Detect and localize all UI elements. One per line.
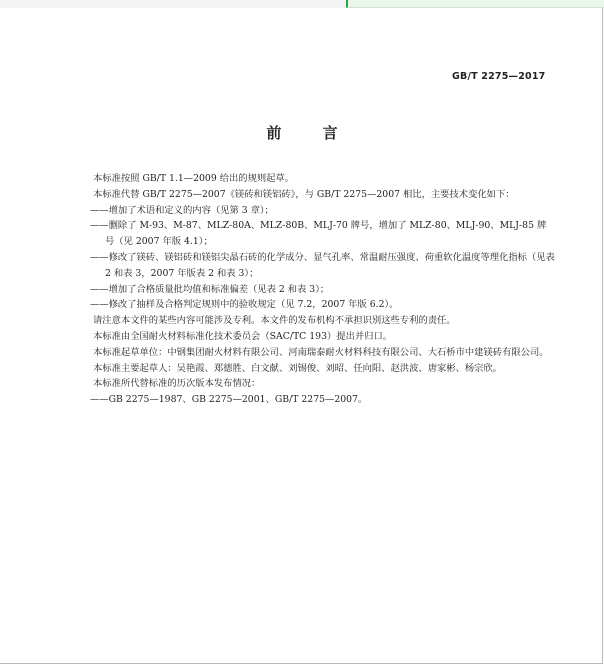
page-title: 前 言 [266,124,356,142]
paragraph-drafting-units: 本标准起草单位：中钢集团耐火材料有限公司、河南瑞泰耐火材料科技有限公司、大石桥市中建镁砖有限公司。 [93,346,549,358]
paragraph-drafters: 本标准主要起草人：吴艳霞、郑德胜、白文献、刘锡俊、刘昭、任向阳、赵洪波、唐家彬、杨宗欣。 [93,362,503,374]
change-item: ——修改了镁砖、镁铝砖和镁铝尖晶石砖的化学成分、显气孔率、常温耐压强度、荷重软化温度等理化指标（见表 2 和表 3，2007 年版表 2 和表 3）； [90,251,555,279]
paragraph-committee: 本标准由全国耐火材料标准化技术委员会（SAC/TC 193）提出并归口。 [93,330,393,342]
paragraph-replaces: 本标准代替 GB/T 2275—2007《镁砖和镁铝砖》，与 GB/T 2275—2007 相比，主要技术变化如下： [93,188,515,200]
paragraph-version-history: 本标准所代替标准的历次版本发布情况： [93,378,261,390]
change-item: ——删除了 M-93、M-87、MLZ-80A、MLZ-80B、MLJ-70 牌号，增加了 MLZ-80、MLJ-90、MLJ-85 牌号（见 2007 年版 4.1）； [90,220,547,248]
version-list: ——GB 2275—1987、GB 2275—2001、GB/T 2275—2007。 [90,394,368,406]
viewer-toolbar-banner[interactable] [346,0,604,8]
foreword-body [90,171,555,408]
change-item: ——修改了抽样及合格判定规则中的验收规定（见 7.2，2007 年版 6.2）。 [90,299,399,311]
change-item: ——增加了合格质量批均值和标准偏差（见表 2 和表 3）； [90,283,330,295]
standard-code: GB/T 2275—2017 [452,71,546,82]
paragraph-drafting-rules: 本标准按照 GB/T 1.1—2009 给出的规则起草。 [93,173,295,184]
paragraph-patent-notice: 请注意本文件的某些内容可能涉及专利。本文件的发布机构不承担识别这些专利的责任。 [93,315,456,327]
change-item: ——增加了术语和定义的内容（见第 3 章）； [90,204,274,216]
